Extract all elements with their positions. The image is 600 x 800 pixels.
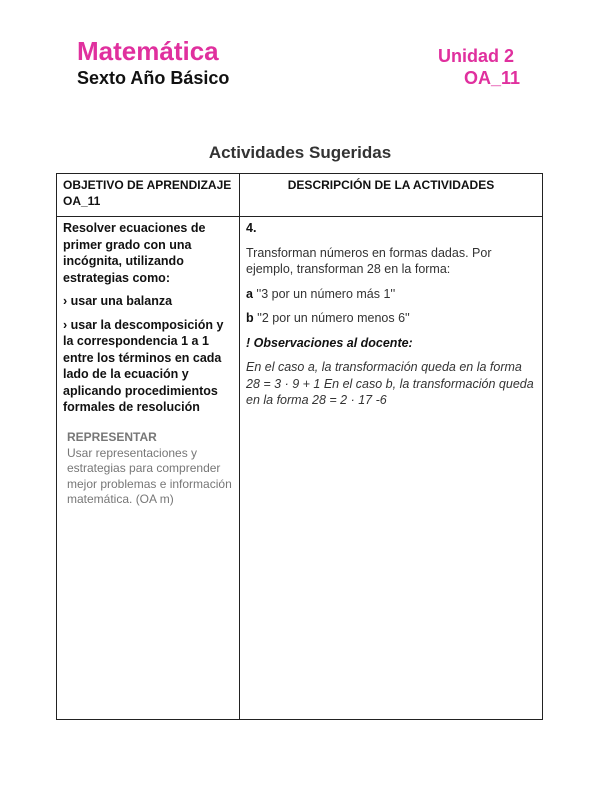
item-b-label: b (246, 311, 254, 325)
activities-table (56, 173, 543, 720)
teacher-notes-title: ! Observaciones al docente: (246, 335, 413, 350)
column-divider (239, 174, 240, 719)
oa-code-label: OA_11 (463, 68, 520, 88)
activity-number: 4. (246, 221, 257, 235)
activity-item-b (246, 310, 538, 327)
teacher-notes-text: En el caso a, la transformación queda en la forma 28 = 3 · 9 + 1 En el caso b, la transformación queda en la forma 28 = 2 · 17 -6 (246, 360, 534, 407)
grade-label: Sexto Año Básico (77, 68, 230, 88)
subject-title: Matemática (77, 36, 219, 66)
description-column-header: DESCRIPCIÓN DE LA ACTIVIDADES (287, 178, 495, 192)
activity-description: Transforman números en formas dadas. Por ejemplo, transforman 28 en la forma: (246, 245, 492, 276)
item-a-label: a (246, 286, 253, 301)
represent-text: Usar representaciones y estrategias para comprender mejor problemas e información matemática. (OA m) (67, 445, 232, 506)
item-a-text: ''3 por un número más 1'' (252, 286, 396, 301)
objective-cell (63, 220, 235, 423)
represent-box (67, 430, 239, 508)
objective-header-code: OA_11 (63, 194, 101, 208)
represent-title: REPRESENTAR (67, 430, 157, 444)
objective-header-text: OBJETIVO DE APRENDIZAJE (63, 178, 232, 192)
header-divider (57, 216, 542, 217)
objective-intro: Resolver ecuaciones de primer grado con una incógnita, utilizando estrategias como: (63, 221, 206, 285)
objective-bullet-balance: › usar una balanza (63, 294, 173, 308)
unit-label: Unidad 2 (437, 46, 514, 66)
item-b-text: ''2 por un número menos 6'' (253, 311, 410, 325)
section-title: Actividades Sugeridas (208, 143, 392, 162)
activity-item-a (246, 286, 538, 303)
objective-bullet-decomposition: › usar la descomposición y la correspondencia 1 a 1 entre los términos en cada lado de la ecuación y aplicando procedimientos formales de resolución (63, 317, 224, 414)
description-cell (246, 220, 538, 417)
objective-column-header (63, 177, 235, 209)
